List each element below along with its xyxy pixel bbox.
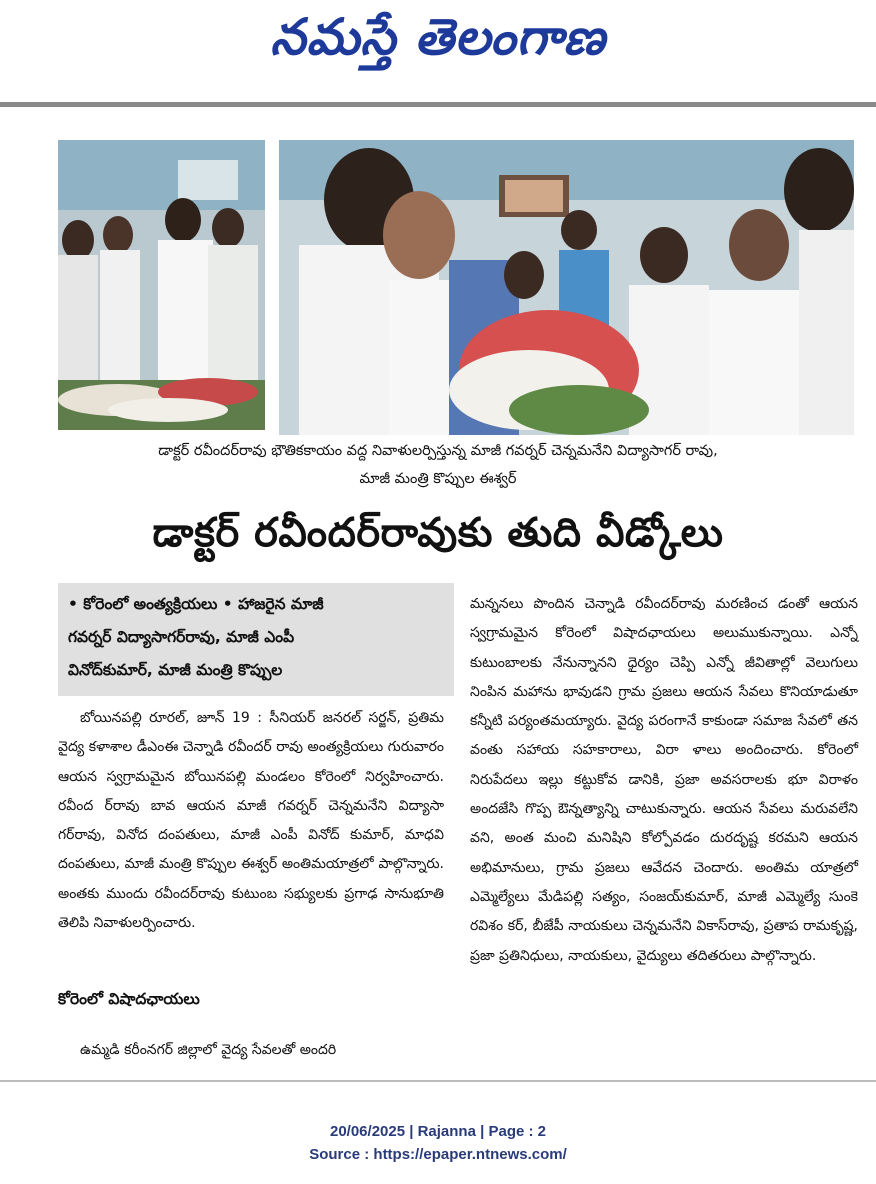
footer-divider (0, 1080, 876, 1082)
left-tail-column (58, 1036, 444, 1065)
photo-caption-line2: మాజీ మంత్రి కొప్పుల ఈశ్వర్ (359, 471, 517, 487)
summary-line-2: గవర్నర్ విద్యాసాగర్‌రావు, మాజీ ఎంపీ (68, 628, 295, 646)
photo-caption-line1: డాక్టర్ రవీందర్‌రావు భౌతికకాయం వద్ద నివాళులర్పిస్తున్న మాజీ గవర్నర్ చెన్నమనేని విద్యాసాగర్ రావు, (158, 443, 718, 459)
footer-dateline: 20/06/2025 | Rajanna | Page : 2 (329, 1123, 546, 1140)
summary-line-1: • కోరెంలో అంత్యక్రియలు • హాజరైన మాజీ (68, 595, 324, 613)
masthead (0, 0, 876, 95)
article-right-column (470, 590, 858, 971)
summary-line-3: వినోద్‌కుమార్, మాజీ మంత్రి కొప్పుల (68, 661, 283, 679)
left-tail-text: ఉమ్మడి కరీంనగర్ జిల్లాలో వైద్య సేవలతో అందరి (80, 1042, 337, 1058)
left-body-text: బోయినపల్లి రూరల్, జూన్ 19 : సీనియర్ జనరల్ సర్జన్, ప్రతిమ వైద్య కళాశాల డీఎంఈ చెన్నాడి రవీందర్ రావు అంత్యక్రియలు గురువారం ఆయన స్వగ్రామమైన బోయినపల్లి మండలం కోరెంలో నిర్వహించారు. రవీంద ర్‌రావు బావ ఆయన మాజీ గవర్నర్ చెన్నమనేని విద్యాసా గర్‌రావు, వినోద దంపతులు, మాజీ ఎంపీ వినోద్ కుమార్, మాధవి దంపతులు, మాజీ మంత్రి కొప్పుల ఈశ్వర్ అంతిమయాత్రలో పాల్గొన్నారు. అంతకు ముందు రవీందర్‌రావు కుటుంబ సభ్యులకు ప్రగాఢ సానుభూతి తెలిపి నివాళులర్పించారు. (58, 710, 444, 932)
right-body-text: మన్ననలు పొందిన చెన్నాడి రవీందర్‌రావు మరణించ డంతో ఆయన స్వగ్రామమైన కోరెంలో విషాదఛాయలు అలుముకున్నాయి. ఎన్నో కుటుంబాలకు నేనున్నానని ధైర్యం చెప్పి ఎన్నో జీవితాల్లో వెలుగులు నింపిన మహాను భావుడని గ్రామ ప్రజలు ఆయన సేవలు కొనియాడుతూ కన్నీటి పర్యంతమయ్యారు. వైద్య పరంగానే కాకుండా సమాజ సేవలో తన వంతు సహాయ సహకారాలు, విరా ళాలు అందించారు. కోరెంలో నిరుపేదలు ఇల్లు కట్టుకోవ డానికి, ప్రజా అవసరాలకు భూ విరాళం అందజేసి గొప్ప ఔన్నత్యాన్ని చాటుకున్నారు. ఆయన సేవలు మరువలేని వని, అంత మంచి మనిషిని కోల్పోవడం దురదృష్ట కరమని ఆయన అభిమానులు, గ్రామ ప్రజలు ఆవేదన చెందారు. అంతిమ యాత్రలో ఎమ్మెల్యేలు మేడిపల్లి సత్యం, సంజయ్‌కుమార్, మాజీ ఎమ్మెల్యే సుంకె రవిశం కర్, బీజేపీ నాయకులు చెన్నమనేని వికాస్‌రావు, ప్రతాప రామకృష్ణ, ప్రజా ప్రతినిధులు, నాయకులు, వైద్యులు తదితరులు పాల్గొన్నారు. (470, 596, 858, 964)
summary-box (58, 583, 454, 696)
footer-source: Source : https://epaper.ntnews.com/ (309, 1146, 567, 1163)
masthead-divider (0, 102, 876, 107)
photo-left (58, 140, 265, 430)
article-headline: డాక్టర్ రవీందర్‌రావుకు తుది వీడ్కోలు (152, 510, 724, 556)
article-left-column (58, 704, 444, 938)
newspaper-logo: నమస్తే తెలంగాణ (270, 8, 606, 66)
photo-right (279, 140, 854, 435)
article-subheading: కోరెంలో విషాదఛాయలు (58, 990, 200, 1008)
